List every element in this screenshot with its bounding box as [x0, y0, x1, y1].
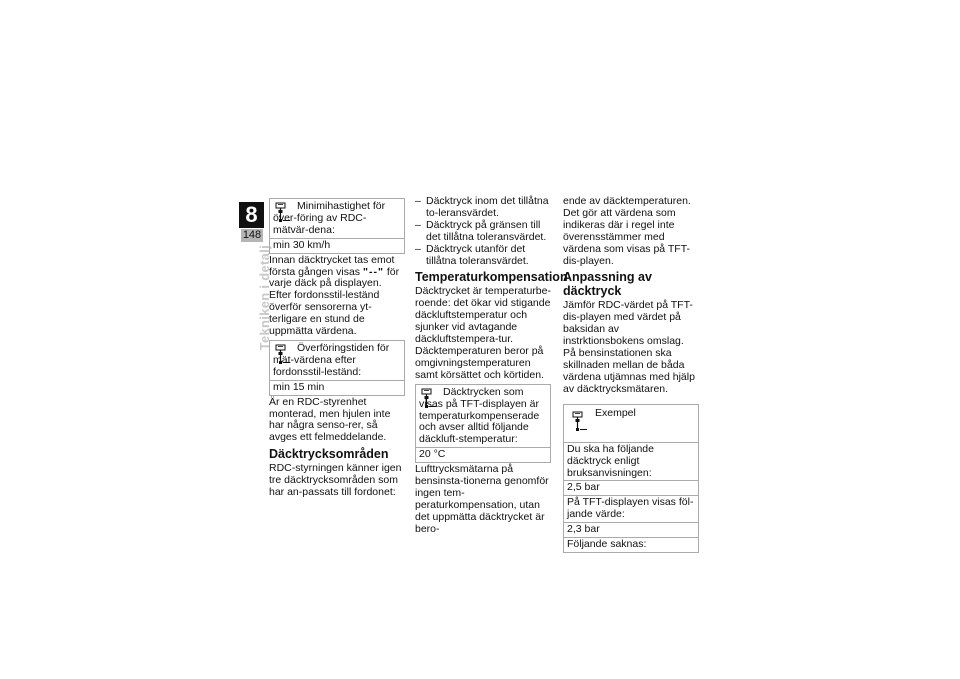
- spec-text: Däcktrycken som visas på TFT-displayen är temperaturkompenserade och avser alltid följande däckluft-stemperatur:: [419, 385, 540, 446]
- text-column-1: [269, 196, 405, 499]
- spec-box-min-speed: [269, 198, 405, 254]
- example-title: Exempel: [595, 406, 636, 419]
- heading-pressure-adjustment: Anpassning av däcktryck: [563, 270, 652, 299]
- paragraph-temperature-dependency: Däcktrycket är temperaturbe-roende: det ökar vid stigande däckluftstemperatur och sjunker vid avtagande däckluftstempera-tur. Däcktemperaturen beror på omgivningstemperaturen samt körsättet och körtiden.: [415, 285, 551, 381]
- example-row: Följande saknas:: [564, 537, 698, 552]
- spec-value: 20 °C: [416, 447, 550, 462]
- spec-value: min 15 min: [270, 380, 404, 395]
- tire-pressure-gauge-icon: [275, 202, 293, 224]
- example-row: På TFT-displayen visas föl-jande värde:: [564, 495, 698, 522]
- paragraph-gas-station-gauges: Lufttrycksmätarna på bensinsta-tionerna genomför ingen tem-peraturkompensation, utan det uppmätta däcktrycket är bero-: [415, 463, 549, 535]
- list-item: – Däcktryck inom det tillåtna to-leransvärdet.: [415, 196, 551, 220]
- spec-box-transfer-time: [269, 340, 405, 396]
- pressure-range-list: [415, 196, 551, 267]
- paragraph-adjustment: Jämför RDC-värdet på TFT-dis-playen med värdet på baksidan av instrktionsbokens omslag. På bensinstationen ska skillnaden mellan de båda värdena utjämnas med hjälp av däcktrycksmätaren.: [563, 299, 695, 395]
- tire-pressure-gauge-icon: [572, 411, 590, 433]
- heading-temperature-compensation: Temperaturkompensation: [415, 270, 568, 285]
- example-row: 2,5 bar: [564, 480, 698, 495]
- page-number: 148: [242, 229, 262, 241]
- spec-box-reference-temperature: [415, 384, 551, 463]
- chapter-title-vertical: Tekniken i detalj: [257, 245, 272, 351]
- chapter-number-badge: 8: [239, 202, 264, 228]
- spec-text: Minimihastighet för över-föring av RDC-mätvär-dena:: [273, 200, 386, 236]
- paragraph-pressure-ranges: RDC-styrningen känner igen tre däcktrycksområden som har an-passats till fordonet:: [269, 462, 402, 499]
- paragraph-first-reading: Innan däcktrycket tas emot första gången visas "--" för varje däck på displayen. Efter fordonsstil-leständ överför sensorerna yt-terligare en stund de uppmätta värdena.: [269, 253, 400, 338]
- display-placeholder-code: "--": [362, 265, 384, 278]
- example-box: [563, 404, 699, 553]
- paragraph-continued: ende av däcktemperaturen. Det gör att värdena som indikeras där i regel inte överensstämmer med värdena som visas på TFT-dis-playen.: [563, 195, 691, 267]
- example-row: Du ska ha följande däcktryck enligt bruksanvisningen:: [564, 442, 698, 481]
- example-row: 2,3 bar: [564, 522, 698, 537]
- text-column-2: [415, 195, 568, 536]
- list-item: – Däcktryck utanför det tillåtna toleransvärdet.: [415, 244, 551, 268]
- text-column-3: [563, 196, 699, 554]
- paragraph-no-sensors: Är en RDC-styrenhet monterad, men hjulen inte har några senso-rer, så avges ett felmeddelande.: [269, 395, 391, 444]
- spec-value: min 30 km/h: [270, 238, 404, 253]
- spec-text: Överföringstiden för mät-värdena efter fordonsstil-leständ:: [273, 341, 390, 378]
- tire-pressure-gauge-icon: [421, 388, 439, 410]
- tire-pressure-gauge-icon: [275, 344, 293, 366]
- list-item: – Däcktryck på gränsen till det tillåtna toleransvärdet.: [415, 220, 551, 244]
- heading-pressure-ranges: Däcktrycksområden: [269, 447, 389, 462]
